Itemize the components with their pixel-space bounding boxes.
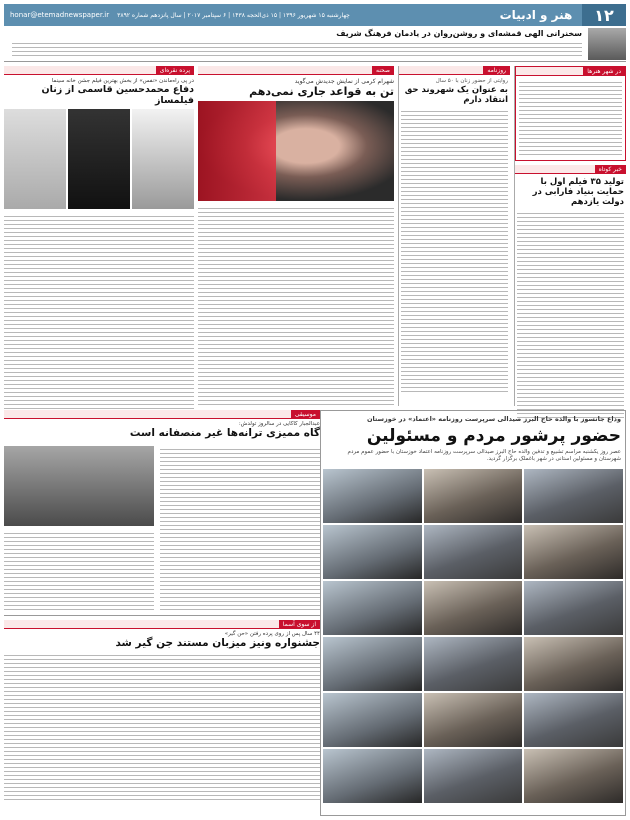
music-article — [4, 410, 320, 616]
film-kicker: ۴۴ سال پس از روی پرده رفتن «حن گیر» — [224, 631, 320, 637]
left-top-title: دفاع محمدحسین قاسمی از زنان فیلمساز — [41, 84, 194, 106]
music-photo — [4, 446, 154, 526]
strip-photo — [588, 28, 626, 60]
music-kicker: عبدالجبار کاکایی در سالروز تولدش: — [238, 421, 320, 427]
film-article — [4, 620, 320, 816]
ceremony-photo — [524, 581, 623, 635]
film-body — [4, 652, 320, 802]
column-two — [398, 66, 510, 406]
ceremony-photo — [323, 749, 422, 803]
strip-body — [12, 40, 582, 58]
left-top-tag: پرده نقره‌ای — [156, 66, 194, 75]
photo-grid — [321, 467, 625, 805]
film-title: جشنواره ونیز میزبان مستند جن گیر شد — [115, 637, 320, 649]
film-posters — [4, 109, 194, 209]
ceremony-photo — [524, 693, 623, 747]
ceremony-photo — [323, 637, 422, 691]
music-title: گاه ممیزی ترانه‌ها غیر منصفانه است — [129, 427, 320, 439]
ceremony-photo — [323, 693, 422, 747]
center-portrait-photo — [198, 101, 394, 201]
ceremony-photo — [424, 693, 523, 747]
feature-article — [320, 410, 626, 816]
feature-kicker: وداع جانسوز با والده حاج البرز صیدالی سرپرست روزنامه «اعتماد» در خوزستان — [367, 415, 621, 423]
right-column — [514, 66, 626, 406]
ceremony-photo — [424, 525, 523, 579]
ceremony-photo — [323, 525, 422, 579]
feature-lede: عصر روز یکشنبه مراسم تشییع و تدفین والده حاج البرز صیدالی سرپرست روزنامه اعتماد خوزستان با حضور عموم مردم شهرستان و مسئولین استانی در شهر باغملک برگزار گردید. — [347, 449, 621, 462]
section-title: هنر و ادبیات — [499, 8, 573, 22]
ceremony-photo — [323, 469, 422, 523]
top-strip — [4, 28, 626, 62]
center-kicker: شهرام کرمی از نمایش جدیدش می‌گوید — [294, 78, 394, 85]
center-title: تن به قواعد جاری نمی‌دهم — [249, 85, 394, 98]
ceremony-photo — [424, 581, 523, 635]
music-body-2 — [4, 530, 154, 610]
right-article-title: تولید ۳۵ فیلم اول با حمایت بنیاد فارابی در دولت یازدهم — [532, 177, 624, 207]
center-article — [198, 66, 394, 406]
center-tag: صحنه — [372, 66, 394, 75]
ceremony-photo — [424, 749, 523, 803]
left-top-body — [4, 213, 194, 413]
ceremony-photo — [524, 525, 623, 579]
ceremony-photo — [424, 637, 523, 691]
poster-image — [132, 109, 194, 209]
center-body — [198, 205, 394, 405]
brief-list — [519, 79, 622, 157]
film-tag: از سوی آسما — [279, 620, 320, 629]
music-body — [160, 446, 320, 611]
right-tag-2: خبر کوتاه — [595, 165, 626, 174]
left-top-article — [4, 66, 194, 406]
col2-tag: روزنامه — [483, 66, 510, 75]
feature-title: حضور پرشور مردم و مسئولین — [366, 426, 621, 446]
col2-body — [401, 108, 508, 393]
music-tag: موسیقی — [291, 410, 320, 419]
ceremony-photo — [424, 469, 523, 523]
col2-title: به عنوان یک شهروند حق انتقاد دارم — [404, 85, 508, 105]
ceremony-photo — [524, 749, 623, 803]
page-header — [4, 4, 626, 26]
right-article-body — [517, 210, 624, 420]
ceremony-photo — [524, 637, 623, 691]
site-email: honar@etemadnewspaper.ir — [10, 11, 110, 19]
poster-image — [68, 109, 130, 209]
date-line: چهارشنبه ۱۵ شهریور ۱۳۹۶ | ۱۵ ذی‌الحجه ۱۴۳۸ | ۶ سپتامبر ۲۰۱۷ | سال پانزدهم شماره ۳۸۹۲ — [117, 11, 350, 19]
right-tag-1: در شهر هنرها — [583, 67, 625, 76]
page-number: ۱۲ — [582, 4, 626, 26]
left-top-kicker: در پی راه‌ماندن «نفس» از بخش بهترین فیلم جشن خانه سینما — [51, 78, 194, 84]
ceremony-photo — [323, 581, 422, 635]
strip-title: سخنرانی الهی قمشه‌ای و روشن‌روان در یادمان فرهنگ شریف — [336, 29, 582, 38]
ceremony-photo — [524, 469, 623, 523]
col2-kicker: روایتی از حضور زنان با ۵۰ سال — [435, 78, 508, 84]
poster-image — [4, 109, 66, 209]
